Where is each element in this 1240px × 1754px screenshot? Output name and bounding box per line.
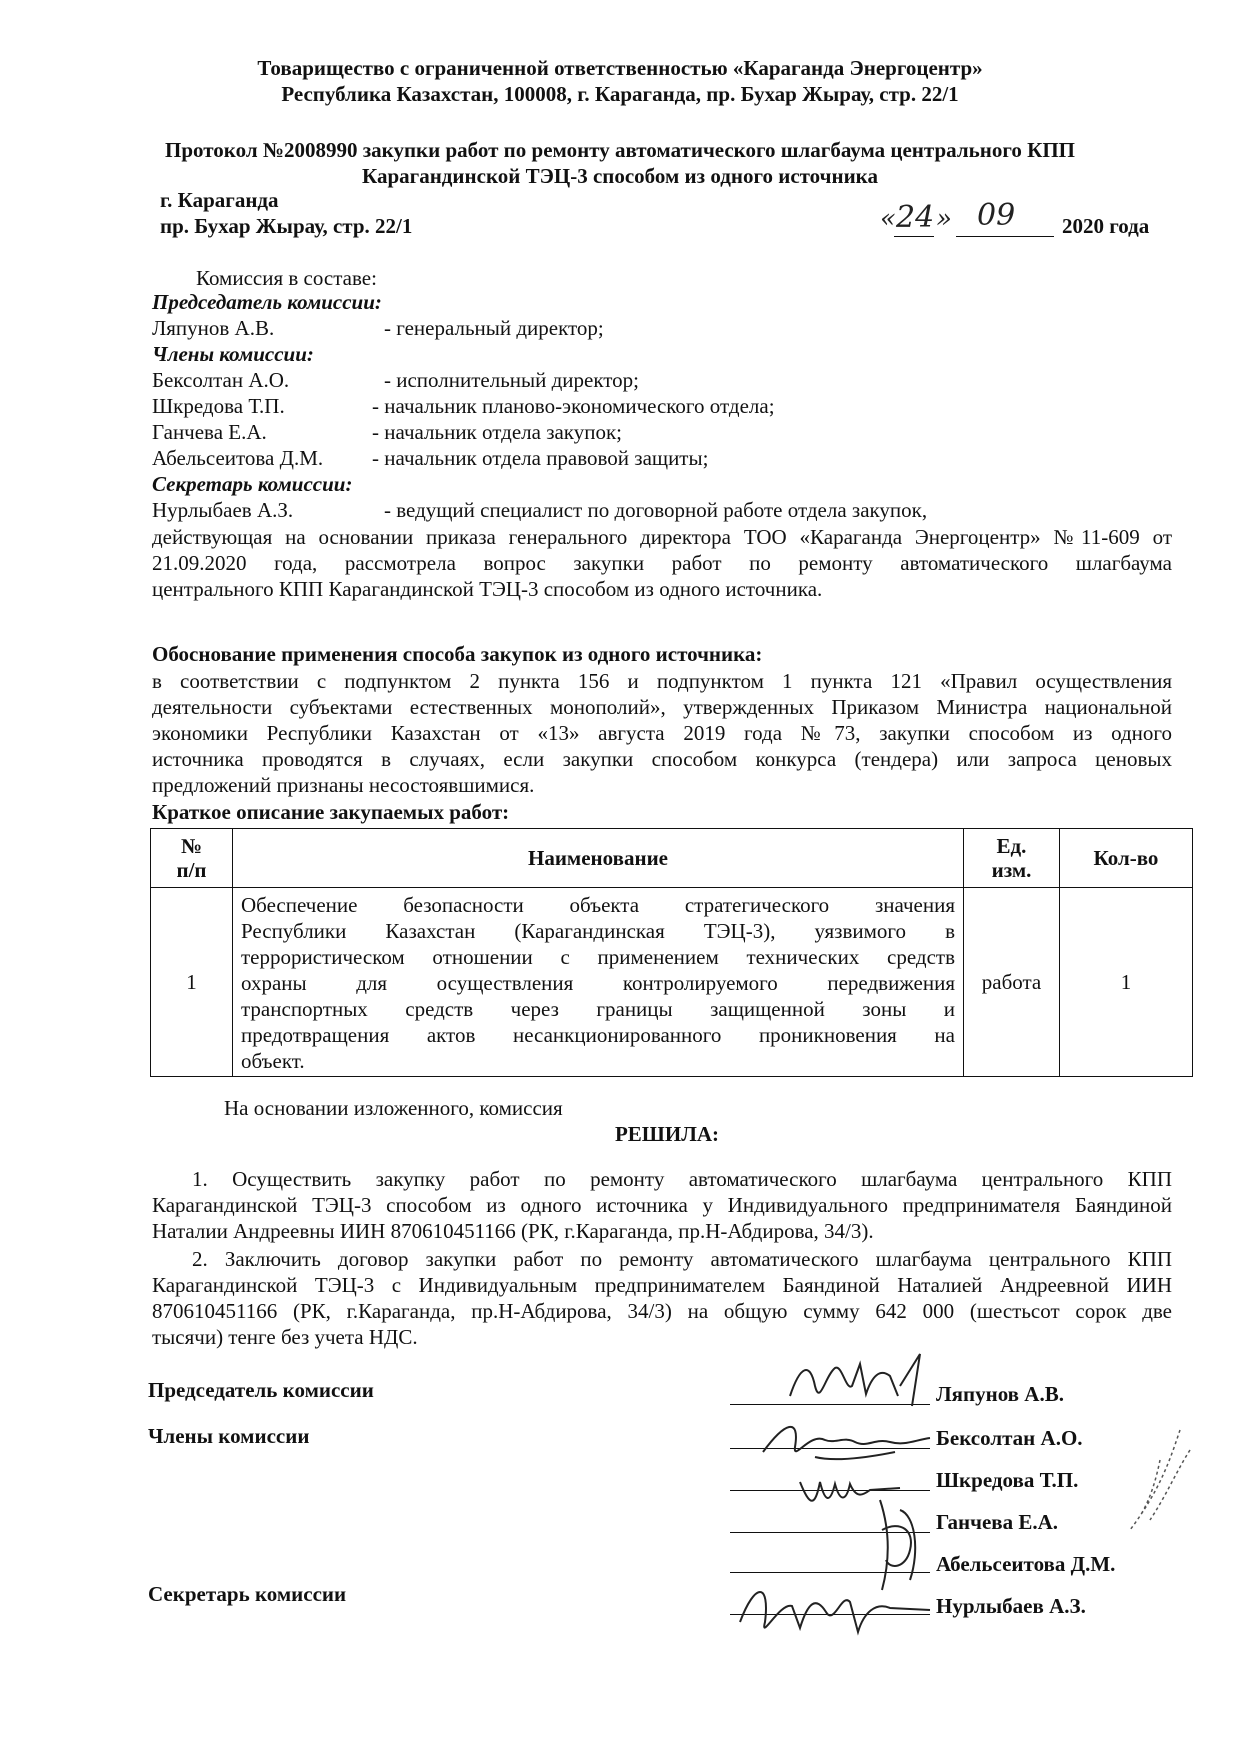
desc-line: предотвращения актов несанкционированного проникновения на [241,1023,955,1047]
basis-line: действующая на основании приказа генерального директора ТОО «Караганда Энергоцентр» №11-609 от [152,525,1172,549]
member-name: Ганчева Е.А. [152,420,267,444]
protocol-date [880,198,1160,240]
member-name: Абельсеитова Д.М. [152,446,324,470]
justification-line: деятельности субъектами естественных монополий», утвержденных Приказом Министра национальной [152,695,1172,719]
secretary-signature-label: Секретарь комиссии [148,1582,347,1606]
date-day: 24 [896,200,935,235]
member-role: - начальник планово-экономического отдела; [372,394,775,418]
col-name-header: Наименование [233,829,964,888]
member-name: Шкредова Т.П. [152,394,285,418]
table-row [151,888,1193,1077]
signer-name: Абельсеитова Д.М. [936,1552,1116,1576]
secretary-name: Нурлыбаев А.З. [152,498,294,522]
col-num-line2: п/п [176,858,207,882]
secretary-heading: Секретарь комиссии: [152,472,353,496]
member-role: - исполнительный директор; [384,368,640,392]
protocol-title-line2: Карагандинской ТЭЦ-3 способом из одного источника [362,164,878,188]
decision-line: Карагандинской ТЭЦ-3 способом из одного источника у Индивидуального предпринимателя Баяндиной [152,1193,1172,1217]
date-day-underline [894,236,934,237]
company-name: Товарищество с ограниченной ответственностью «Караганда Энергоцентр» [257,56,983,80]
col-qty-header: Кол-во [1060,829,1193,888]
member-role: - начальник отдела закупок; [372,420,622,444]
decision-line: 2. Заключить договор закупки работ по ремонту автоматического шлагбаума центрального КПП [192,1247,1172,1271]
decision-item-1 [152,1166,1172,1244]
decision-line: Наталии Андреевны ИИН 870610451166 (РК, г.Караганда, пр.Н-Абдирова, 34/3). [152,1219,874,1243]
col-unit-header [964,829,1060,888]
chair-name: Ляпунов А.В. [152,316,275,340]
chair-signature-label: Председатель комиссии [148,1378,374,1402]
justification-line: экономики Республики Казахстан от «13» августа 2019 года №73, закупки способом из одного [152,721,1172,745]
signer-name: Шкредова Т.П. [936,1468,1079,1492]
justification-text [152,668,1172,798]
member-role: - начальник отдела правовой защиты; [372,446,709,470]
chair-role: - генеральный директор; [384,316,604,340]
date-close-quote: » [936,204,952,234]
secretary-role: - ведущий специалист по договорной работе отдела закупок, [384,498,928,522]
cell-qty: 1 [1060,888,1193,1077]
date-month: 09 [977,198,1016,233]
members-signature-label: Члены комиссии [148,1424,310,1448]
member-name: Бексолтан А.О. [152,368,290,392]
protocol-city: г. Караганда [160,188,279,212]
decision-line: 870610451166 (РК, г.Караганда, пр.Н-Абдирова, 34/3) на общую сумму 642 000 (шестьсот сорок две [152,1299,1172,1323]
cell-unit: работа [964,888,1060,1077]
members-heading: Члены комиссии: [152,342,314,366]
decision-line: 1. Осуществить закупку работ по ремонту автоматического шлагбаума центрального КПП [192,1167,1172,1191]
commission-basis [152,524,1172,602]
desc-line: транспортных средств через границы защищенной зоны и [241,997,955,1021]
col-num-line1: № [180,834,203,858]
chair-heading: Председатель комиссии: [152,290,382,314]
desc-line: охраны для осуществления контролируемого передвижения [241,971,955,995]
decision-item-2 [152,1246,1172,1350]
justification-line: в соответствии с подпунктом 2 пункта 156 и подпунктом 1 пункта 121 «Правил осуществления [152,669,1172,693]
decision-heading: РЕШИЛА: [614,1122,720,1146]
signer-name: Ляпунов А.В. [936,1382,1064,1406]
basis-line: 21.09.2020 года, рассмотрела вопрос закупки работ по ремонту автоматического шлагбаума [152,551,1172,575]
protocol-title-line1: Протокол №2008990 закупки работ по ремонту автоматического шлагбаума центрального КПП [165,138,1075,162]
decision-line: тысячи) тенге без учета НДС. [152,1325,418,1349]
signer-name: Нурлыбаев А.З. [936,1594,1086,1618]
handwritten-signature [730,1572,940,1642]
justification-heading: Обоснование применения способа закупок из одного источника: [152,642,763,666]
decision-line: Карагандинской ТЭЦ-3 с Индивидуальным предпринимателем Баяндиной Наталией Андреевной ИИН [152,1273,1172,1297]
col-num-header [151,829,233,888]
desc-line: террористическом отношении с применением технических средств [241,945,955,969]
handwritten-signature [1110,1420,1200,1540]
cell-num: 1 [151,888,233,1077]
desc-line: Республики Казахстан (Карагандинская ТЭЦ-3), уязвимого в [241,919,955,943]
works-table [150,828,1193,1077]
works-table-header-row [151,829,1193,888]
date-open-quote: « [880,204,896,234]
handwritten-signature [780,1346,950,1416]
decision-intro: На основании изложенного, комиссия [224,1096,563,1120]
cell-description [233,888,964,1077]
commission-intro: Комиссия в составе: [196,266,377,290]
basis-line: центрального КПП Карагандинской ТЭЦ-3 способом из одного источника. [152,577,823,601]
desc-line: объект. [241,1049,305,1073]
desc-line: Обеспечение безопасности объекта стратегического значения [241,893,955,917]
date-month-underline [956,236,1054,237]
protocol-street: пр. Бухар Жырау, стр. 22/1 [160,214,413,238]
col-unit-line1: Ед. [996,834,1027,858]
date-year: 2020 года [1062,214,1150,238]
works-heading: Краткое описание закупаемых работ: [152,800,510,824]
signer-name: Бексолтан А.О. [936,1426,1083,1450]
col-unit-line2: изм. [991,858,1032,882]
company-address: Республика Казахстан, 100008, г. Караганда, пр. Бухар Жырау, стр. 22/1 [281,82,959,106]
signer-name: Ганчева Е.А. [936,1510,1059,1534]
justification-line: предложений признаны несостоявшимися. [152,773,535,797]
justification-line: источника проводятся в случаях, если закупки способом конкурса (тендера) или запроса ценовых [152,747,1172,771]
